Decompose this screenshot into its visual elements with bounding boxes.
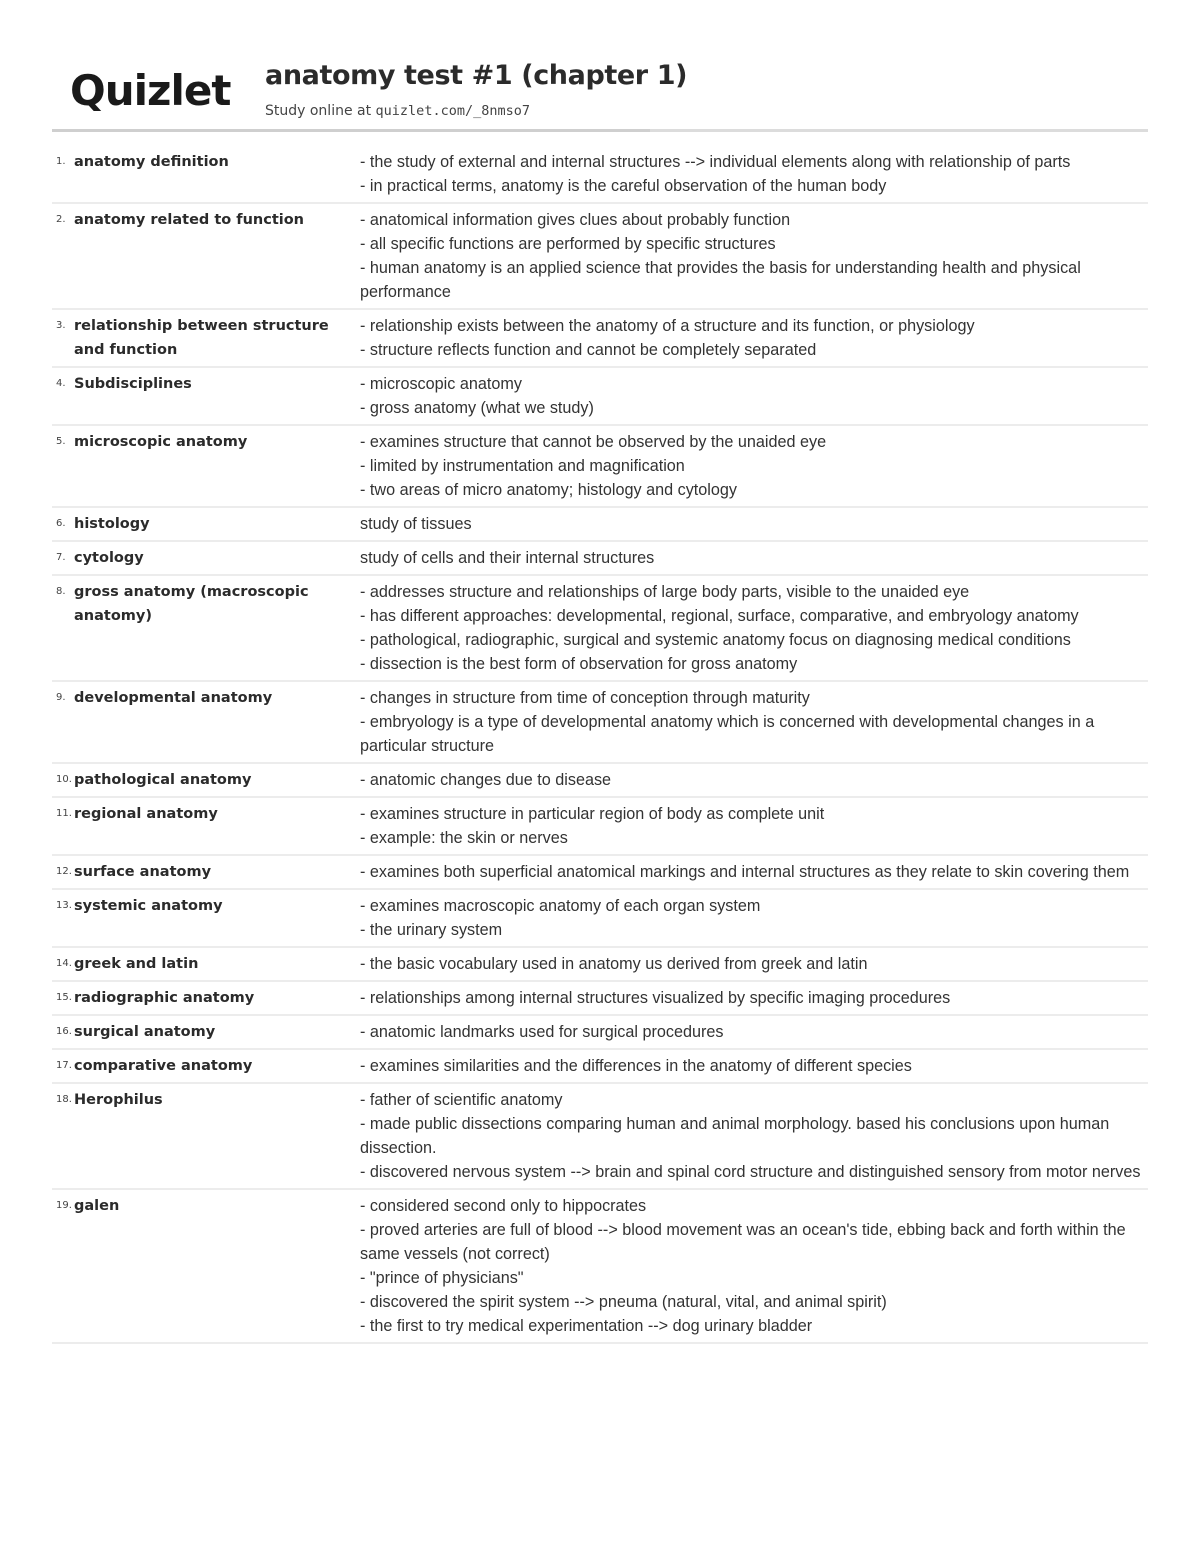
definition-line: - anatomic changes due to disease: [360, 771, 612, 789]
definition-line: - the study of external and internal structures --> individual elements along with relationship of parts: [360, 153, 1071, 171]
definition-line: - relationship exists between the anatomy of a structure and its function, or physiology: [360, 317, 975, 335]
card-definition: [360, 802, 1148, 850]
card-number: 13.: [56, 900, 72, 911]
definition-line: - in practical terms, anatomy is the careful observation of the human body: [360, 177, 887, 195]
definition-line: - made public dissections comparing human and animal morphology. based his conclusions upon human dissection.: [360, 1115, 1110, 1157]
definition-line: - considered second only to hippocrates: [360, 1197, 647, 1215]
card-definition: [360, 372, 1148, 420]
card-number: 6.: [56, 518, 66, 529]
card-definition: [360, 894, 1148, 942]
card-term: surgical anatomy: [74, 1024, 216, 1040]
card-term: developmental anatomy: [74, 690, 273, 706]
card-term: pathological anatomy: [74, 772, 252, 788]
card-term: Herophilus: [74, 1092, 163, 1108]
definition-line: - the first to try medical experimentation --> dog urinary bladder: [360, 1317, 813, 1335]
definition-line: - relationships among internal structures visualized by specific imaging procedures: [360, 989, 951, 1007]
card-term: relationship between structure and function: [74, 318, 329, 358]
definition-line: - the basic vocabulary used in anatomy us derived from greek and latin: [360, 955, 868, 973]
card-row: [52, 856, 1148, 890]
card-definition: [360, 860, 1148, 884]
card-term: comparative anatomy: [74, 1058, 253, 1074]
card-number: 15.: [56, 992, 72, 1003]
definition-line: - limited by instrumentation and magnification: [360, 457, 685, 475]
card-number: 12.: [56, 866, 72, 877]
definition-line: - example: the skin or nerves: [360, 829, 568, 847]
definition-line: - anatomical information gives clues about probably function: [360, 211, 791, 229]
card-row: [52, 310, 1148, 368]
card-term: regional anatomy: [74, 806, 218, 822]
card-definition: [360, 1020, 1148, 1044]
card-definition: [360, 430, 1148, 502]
card-term: surface anatomy: [74, 864, 212, 880]
card-row: [52, 764, 1148, 798]
card-term: microscopic anatomy: [74, 434, 248, 450]
card-term: greek and latin: [74, 956, 199, 972]
definition-line: - addresses structure and relationships of large body parts, visible to the unaided eye: [360, 583, 970, 601]
study-online-line: [265, 101, 530, 121]
card-row: [52, 368, 1148, 426]
definition-line: - examines similarities and the differences in the anatomy of different species: [360, 1057, 912, 1075]
card-number: 14.: [56, 958, 72, 969]
card-row: [52, 948, 1148, 982]
definition-line: - the urinary system: [360, 921, 503, 939]
card-row: [52, 1084, 1148, 1190]
card-definition: [360, 1088, 1148, 1184]
card-number: 11.: [56, 808, 72, 819]
definition-line: study of cells and their internal structures: [360, 549, 655, 567]
card-term: histology: [74, 516, 150, 532]
card-definition: [360, 1194, 1148, 1338]
definition-line: - microscopic anatomy: [360, 375, 522, 393]
definition-line: - discovered nervous system --> brain and spinal cord structure and distinguished sensory from motor nerves: [360, 1163, 1141, 1181]
card-definition: [360, 768, 1148, 792]
header-divider: [52, 129, 1148, 132]
set-title: anatomy test #1 (chapter 1): [265, 60, 688, 91]
card-term: Subdisciplines: [74, 376, 192, 392]
definition-line: - proved arteries are full of blood --> blood movement was an ocean's tide, ebbing back and forth within the same vessels (not correct): [360, 1221, 1126, 1263]
card-definition: [360, 686, 1148, 758]
card-term: galen: [74, 1198, 120, 1214]
flashcard-table: [52, 146, 1148, 1344]
definition-line: - pathological, radiographic, surgical and systemic anatomy focus on diagnosing medical conditions: [360, 631, 1071, 649]
card-row: [52, 1050, 1148, 1084]
definition-line: - examines structure that cannot be observed by the unaided eye: [360, 433, 827, 451]
definition-line: - all specific functions are performed by specific structures: [360, 235, 776, 253]
card-number: 1.: [56, 156, 66, 167]
card-number: 8.: [56, 586, 66, 597]
definition-line: - examines both superficial anatomical markings and internal structures as they relate to skin covering them: [360, 863, 1130, 881]
definition-line: - father of scientific anatomy: [360, 1091, 563, 1109]
card-term: anatomy definition: [74, 154, 229, 170]
card-definition: [360, 986, 1148, 1010]
definition-line: - dissection is the best form of observation for gross anatomy: [360, 655, 798, 673]
card-definition: [360, 580, 1148, 676]
card-definition: [360, 208, 1148, 304]
card-number: 3.: [56, 320, 66, 331]
card-row: [52, 890, 1148, 948]
definition-line: - discovered the spirit system --> pneuma (natural, vital, and animal spirit): [360, 1293, 887, 1311]
definition-line: - has different approaches: developmental, regional, surface, comparative, and embryology anatomy: [360, 607, 1079, 625]
card-row: [52, 146, 1148, 204]
card-definition: [360, 150, 1148, 198]
definition-line: - examines structure in particular region of body as complete unit: [360, 805, 825, 823]
card-term: systemic anatomy: [74, 898, 223, 914]
definition-line: - anatomic landmarks used for surgical procedures: [360, 1023, 724, 1041]
definition-line: - embryology is a type of developmental anatomy which is concerned with developmental changes in a particular structure: [360, 713, 1095, 755]
card-definition: [360, 952, 1148, 976]
card-row: [52, 1190, 1148, 1344]
card-term: radiographic anatomy: [74, 990, 255, 1006]
definition-line: - examines macroscopic anatomy of each organ system: [360, 897, 761, 915]
card-definition: [360, 512, 1148, 536]
study-online-label: Study online at: [265, 103, 372, 119]
card-term: gross anatomy (macroscopic anatomy): [74, 584, 309, 624]
card-row: [52, 982, 1148, 1016]
page-header: [52, 56, 1148, 132]
card-number: 10.: [56, 774, 72, 785]
card-row: [52, 542, 1148, 576]
card-number: 4.: [56, 378, 66, 389]
card-row: [52, 508, 1148, 542]
card-row: [52, 426, 1148, 508]
quizlet-logo: Quizlet: [70, 66, 231, 115]
card-term: cytology: [74, 550, 144, 566]
card-definition: [360, 314, 1148, 362]
set-url[interactable]: quizlet.com/_8nmso7: [375, 103, 530, 119]
card-row: [52, 798, 1148, 856]
card-row: [52, 576, 1148, 682]
card-row: [52, 204, 1148, 310]
definition-line: study of tissues: [360, 515, 472, 533]
definition-line: - human anatomy is an applied science that provides the basis for understanding health and physical performance: [360, 259, 1081, 301]
card-number: 2.: [56, 214, 66, 225]
definition-line: - "prince of physicians": [360, 1269, 524, 1287]
card-number: 19.: [56, 1200, 72, 1211]
definition-line: - two areas of micro anatomy; histology and cytology: [360, 481, 737, 499]
card-definition: [360, 546, 1148, 570]
card-row: [52, 1016, 1148, 1050]
card-number: 16.: [56, 1026, 72, 1037]
definition-line: - changes in structure from time of conception through maturity: [360, 689, 810, 707]
card-number: 17.: [56, 1060, 72, 1071]
card-number: 7.: [56, 552, 66, 563]
definition-line: - gross anatomy (what we study): [360, 399, 594, 417]
card-definition: [360, 1054, 1148, 1078]
card-number: 5.: [56, 436, 66, 447]
definition-line: - structure reflects function and cannot be completely separated: [360, 341, 817, 359]
card-row: [52, 682, 1148, 764]
card-term: anatomy related to function: [74, 212, 305, 228]
card-number: 18.: [56, 1094, 72, 1105]
card-number: 9.: [56, 692, 66, 703]
